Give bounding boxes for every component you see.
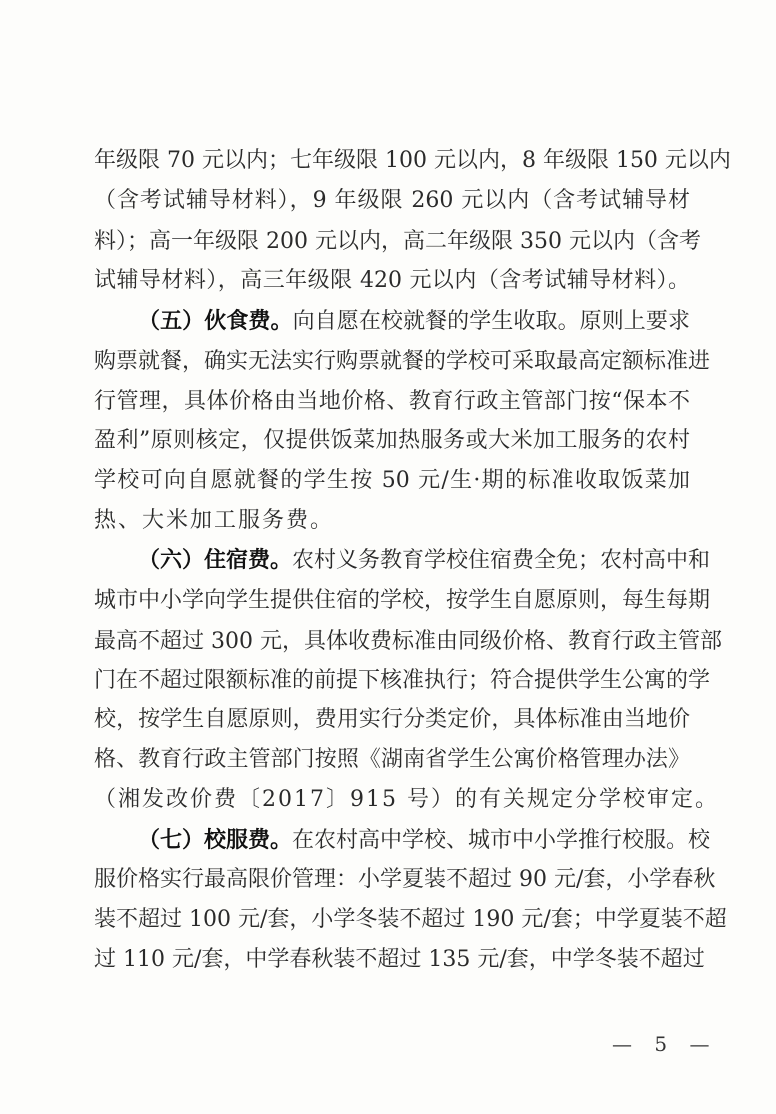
paragraph-line [94,387,690,417]
line-text: 门在不超过限额标准的前提下核准执行；符合提供学生公寓的学 [94,668,711,693]
line-text: 行管理，具体价格由当地价格、教育行政主管部门按“保本不 [94,389,690,414]
line-text: 年级限 70 元以内；七年级限 100 元以内，8 年级限 150 元以内 [94,148,731,173]
paragraph-line [94,785,719,815]
paragraph-line [94,586,711,616]
paragraph-line [94,945,705,975]
paragraph-line [94,905,727,935]
section-heading: （五）伙食费。 [138,308,293,334]
paragraph-line [94,266,690,296]
line-text: 购票就餐，确实无法实行购票就餐的学校可采取最高定额标准进 [94,349,711,374]
line-text: （含考试辅导材料），9 年级限 260 元以内（含考试辅导材 [94,188,690,213]
line-text: 装不超过 100 元/套，小学冬装不超过 190 元/套；中学夏装不超 [94,907,727,932]
line-text: 料）；高一年级限 200 元以内，高二年级限 350 元以内（含考 [94,229,701,254]
paragraph-line [94,426,690,456]
paragraph-line [94,347,711,377]
line-text: 校，按学生自愿原则，费用实行分类定价，具体标准由当地价 [94,707,690,732]
paragraph-line [94,705,690,735]
line-text: 热、大米加工服务费。 [94,508,335,533]
paragraph-line [94,466,690,496]
line-text: 向自愿在校就餐的学生收取。原则上要求 [292,309,690,334]
section-heading: （七）校服费。 [138,827,293,853]
paragraph-line [94,627,722,657]
section-heading-paragraph-line [138,306,690,336]
paragraph-line [94,666,711,696]
line-text: 最高不超过 300 元，具体收费标准由同级价格、教育行政主管部 [94,629,722,654]
section-heading-paragraph-line [138,825,711,855]
line-text: 盈利”原则核定，仅提供饭菜加热服务或大米加工服务的农村 [94,428,690,453]
line-text: 格、教育行政主管部门按照《湖南省学生公寓价格管理办法》 [94,747,690,772]
paragraph-line [94,186,690,216]
paragraph-line [94,506,690,536]
paragraph-line [94,227,701,257]
line-text: 过 110 元/套，中学春秋装不超过 135 元/套，中学冬装不超过 [94,947,705,972]
line-text: 学校可向自愿就餐的学生按 50 元/生·期的标准收取饭菜加 [94,468,690,493]
line-text: （湘发改价费〔2017〕915 号）的有关规定分学校审定。 [94,787,719,812]
line-text: 在农村高中学校、城市中小学推行校服。校 [292,828,711,853]
section-heading: （六）住宿费。 [138,547,293,573]
section-heading-paragraph-line [138,545,711,575]
line-text: 农村义务教育学校住宿费全免；农村高中和 [292,548,711,573]
line-text: 城市中小学向学生提供住宿的学校，按学生自愿原则，每生每期 [94,588,711,613]
line-text: 服价格实行最高限价管理：小学夏装不超过 90 元/套，小学春秋 [94,867,716,892]
paragraph-line [94,146,731,176]
paragraph-line [94,745,690,775]
paragraph-line [94,865,716,895]
line-text: 试辅导材料），高三年级限 420 元以内（含考试辅导材料）。 [94,268,690,293]
page-number: — 5 — [612,1032,718,1056]
